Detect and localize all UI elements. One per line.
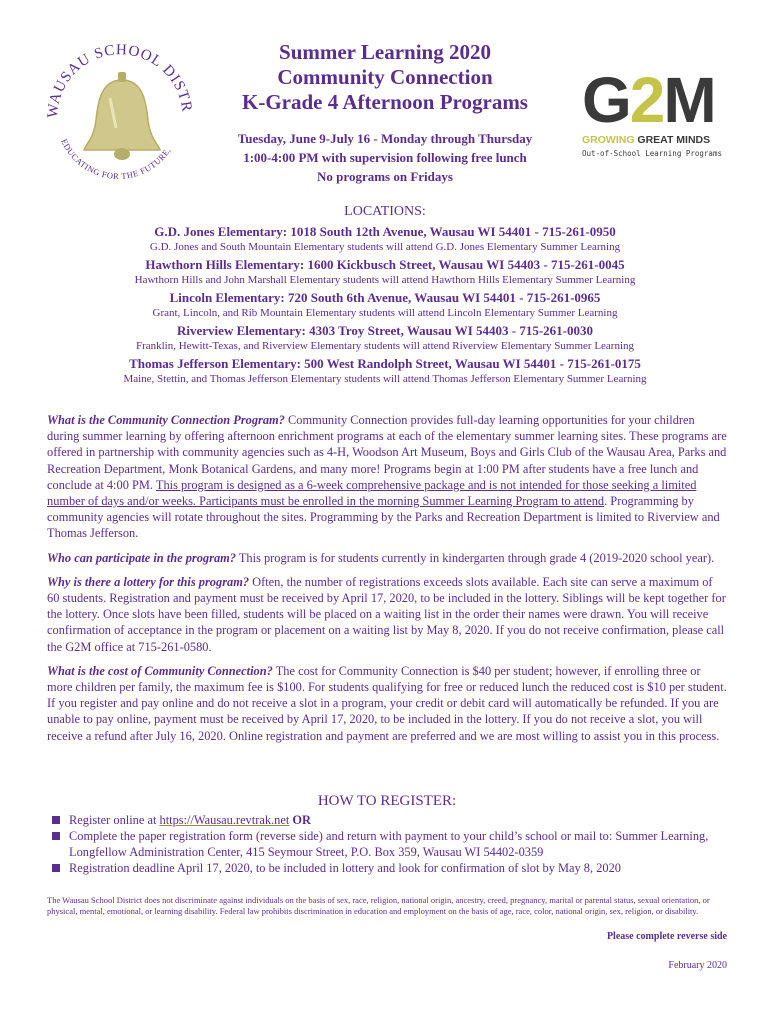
what-answer-1: Community Connection provides full-day learning opportunities for your children during summer learning by offering afternoon enrichment programs at each of the elementary summer learning sites. These programs are offered in partnership with community agencies such as 4-H, Woodson Art Museum, Boys and Girls Club of the Wausau Area, Parks and Recreation Department, Monk Botanical Gardens, and many more! Programs begin at 1:00 PM after students have a free lunch and conclude at 4:00 PM. <box>47 413 727 492</box>
why-question: Why is there a lottery for this program? <box>47 574 250 589</box>
list-item <box>69 860 727 876</box>
cost-answer: The cost for Community Connection is $40 per student; however, if enrolling three or more children per family, the maximum fee is $100. For students qualifying for free or reduced lunch the reduced cost is $10 per student. If you register and pay online and do not receive a slot in a program, your credit or debit card will automatically be refunded. If you are unable to pay online, payment must be received by April 17, 2020, to be included in the lottery. If you do not receive a slot, you will receive a refund after July 16, 2020. Online registration and payment are preferred and we are most willing to assist you in this process. <box>47 663 727 743</box>
locations-section <box>40 204 730 389</box>
g2m-tag-great-minds: GREAT MINDS <box>637 134 711 146</box>
document-date: February 2020 <box>668 960 727 971</box>
what-answer-underlined: This program is designed as a 6-week comprehensive package and is not intended for those seeking a limited number of days and/or weeks. Participants must be enrolled in the morning Summer Learning Program to attend <box>47 477 697 509</box>
square-bullet-icon <box>52 816 60 824</box>
g2m-tagline <box>582 134 710 146</box>
list-item <box>69 812 727 828</box>
dates-line-1: Tuesday, June 9-July 16 - Monday through Thursday <box>237 131 533 146</box>
location-item <box>40 290 730 320</box>
register-list <box>47 812 727 876</box>
who-answer: This program is for students currently in kindergarten through grade 4 (2019-2020 school year). <box>235 550 715 565</box>
register-section <box>47 793 727 876</box>
g2m-logo <box>582 64 732 168</box>
g2m-subtitle: Out-of-School Learning Programs <box>582 149 722 158</box>
location-name: Lincoln Elementary: 720 South 6th Avenue, Wausau WI 54401 - 715-261-0965 <box>169 290 601 305</box>
location-name: Thomas Jefferson Elementary: 500 West Randolph Street, Wausau WI 54401 - 715-261-0175 <box>129 356 641 371</box>
why-paragraph <box>47 574 727 655</box>
g2m-g: G <box>582 64 630 136</box>
svg-text:EDUCATING FOR THE FUTURE, ONE: EDUCATING FOR THE FUTURE, <box>59 137 173 182</box>
what-paragraph <box>47 412 727 542</box>
location-note: Franklin, Hewitt-Texas, and Riverview Elementary students will attend Riverview Elementary Summer Learning <box>135 340 635 352</box>
list-item <box>69 828 727 860</box>
g2m-m: M <box>663 64 715 136</box>
location-note: Maine, Stettin, and Thomas Jefferson Elementary students will attend Thomas Jefferson Elementary Summer Learning <box>123 373 647 385</box>
header <box>200 40 570 186</box>
reverse-side-note: Please complete reverse side <box>606 931 727 942</box>
program-info <box>47 412 727 752</box>
location-item <box>40 224 730 254</box>
title-line-2: Community Connection <box>277 65 493 89</box>
location-note: G.D. Jones and South Mountain Elementary students will attend G.D. Jones Elementary Summer Learning <box>149 241 621 253</box>
wausau-school-district-logo <box>40 38 200 198</box>
nondiscrimination-statement: The Wausau School District does not discriminate against individuals on the basis of sex, race, religion, national origin, ancestry, creed, pregnancy, marital or parental status, sexual orientation, or physical, mental, emotional, or learning disability. Federal law prohibits discrimination in education and employment on the basis of age, race, color, national origin, sex, religion, or disability. <box>47 895 710 916</box>
g2m-two: 2 <box>629 64 664 136</box>
register-or: OR <box>289 813 311 827</box>
title-line-3: K-Grade 4 Afternoon Programs <box>242 90 528 114</box>
square-bullet-icon <box>52 864 60 872</box>
who-paragraph <box>47 550 727 566</box>
location-note: Grant, Lincoln, and Rib Mountain Elementary students will attend Lincoln Elementary Summer Learning <box>152 307 618 319</box>
locations-heading: LOCATIONS: <box>344 204 426 219</box>
dates-line-2: 1:00-4:00 PM with supervision following free lunch <box>243 150 527 165</box>
revtrak-link[interactable]: https://Wausau.revtrak.net <box>159 813 290 827</box>
location-item <box>40 323 730 353</box>
cost-question: What is the cost of Community Connection? <box>47 663 273 678</box>
cost-paragraph <box>47 663 727 744</box>
location-name: Riverview Elementary: 4303 Troy Street, Wausau WI 54403 - 715-261-0030 <box>177 323 593 338</box>
register-deadline-text: Registration deadline April 17, 2020, to be included in lottery and look for confirmation of slot by May 8, 2020 <box>69 861 621 875</box>
g2m-tag-growing: GROWING <box>582 134 635 146</box>
dates-line-3: No programs on Fridays <box>317 169 453 184</box>
register-heading: HOW TO REGISTER: <box>317 793 457 809</box>
what-question: What is the Community Connection Program? <box>47 413 285 427</box>
location-name: Hawthorn Hills Elementary: 1600 Kickbusch Street, Wausau WI 54403 - 715-261-0045 <box>145 257 625 272</box>
bell-logo-icon <box>40 38 200 198</box>
location-note: Hawthorn Hills and John Marshall Elementary students will attend Hawthorn Hills Elementary Summer Learning <box>134 274 636 286</box>
what-answer-3: . Programming by community agencies will rotate throughout the sites. Programming by the Parks and Recreation Department is limited to Riverview and Thomas Jefferson. <box>47 494 720 541</box>
svg-text:WAUSAU SCHOOL DISTRICT: WAUSAU SCHOOL DISTR <box>45 42 195 119</box>
location-item <box>40 257 730 287</box>
title-line-1: Summer Learning 2020 <box>279 40 491 64</box>
g2m-logo-text <box>582 64 715 136</box>
location-name: G.D. Jones Elementary: 1018 South 12th Avenue, Wausau WI 54401 - 715-261-0950 <box>154 224 616 239</box>
why-answer: Often, the number of registrations exceeds slots available. Each site can serve a maximum of 60 students. Registration and payment must be received by April 17, 2020, to be included in the lottery. Siblings will be kept together for the lottery. Once slots have been filled, students will be placed on a waiting list in the order their names were drawn. You will receive confirmation of acceptance in the program or placement on a waiting list by May 8, 2020. If you do not receive confirmation, please call the G2M office at 715-261-0580. <box>47 574 726 654</box>
square-bullet-icon <box>52 832 60 840</box>
register-paper-text: Complete the paper registration form (reverse side) and return with payment to your child’s school or mail to: Summer Learning, Longfellow Administration Center, 415 Seymour Street, P.O. Box 359, Wausau WI 54402-0359 <box>69 829 709 859</box>
location-item <box>40 356 730 386</box>
who-question: Who can participate in the program? <box>47 550 236 565</box>
register-online-prefix: Register online at <box>69 813 160 827</box>
program-dates <box>200 129 570 186</box>
